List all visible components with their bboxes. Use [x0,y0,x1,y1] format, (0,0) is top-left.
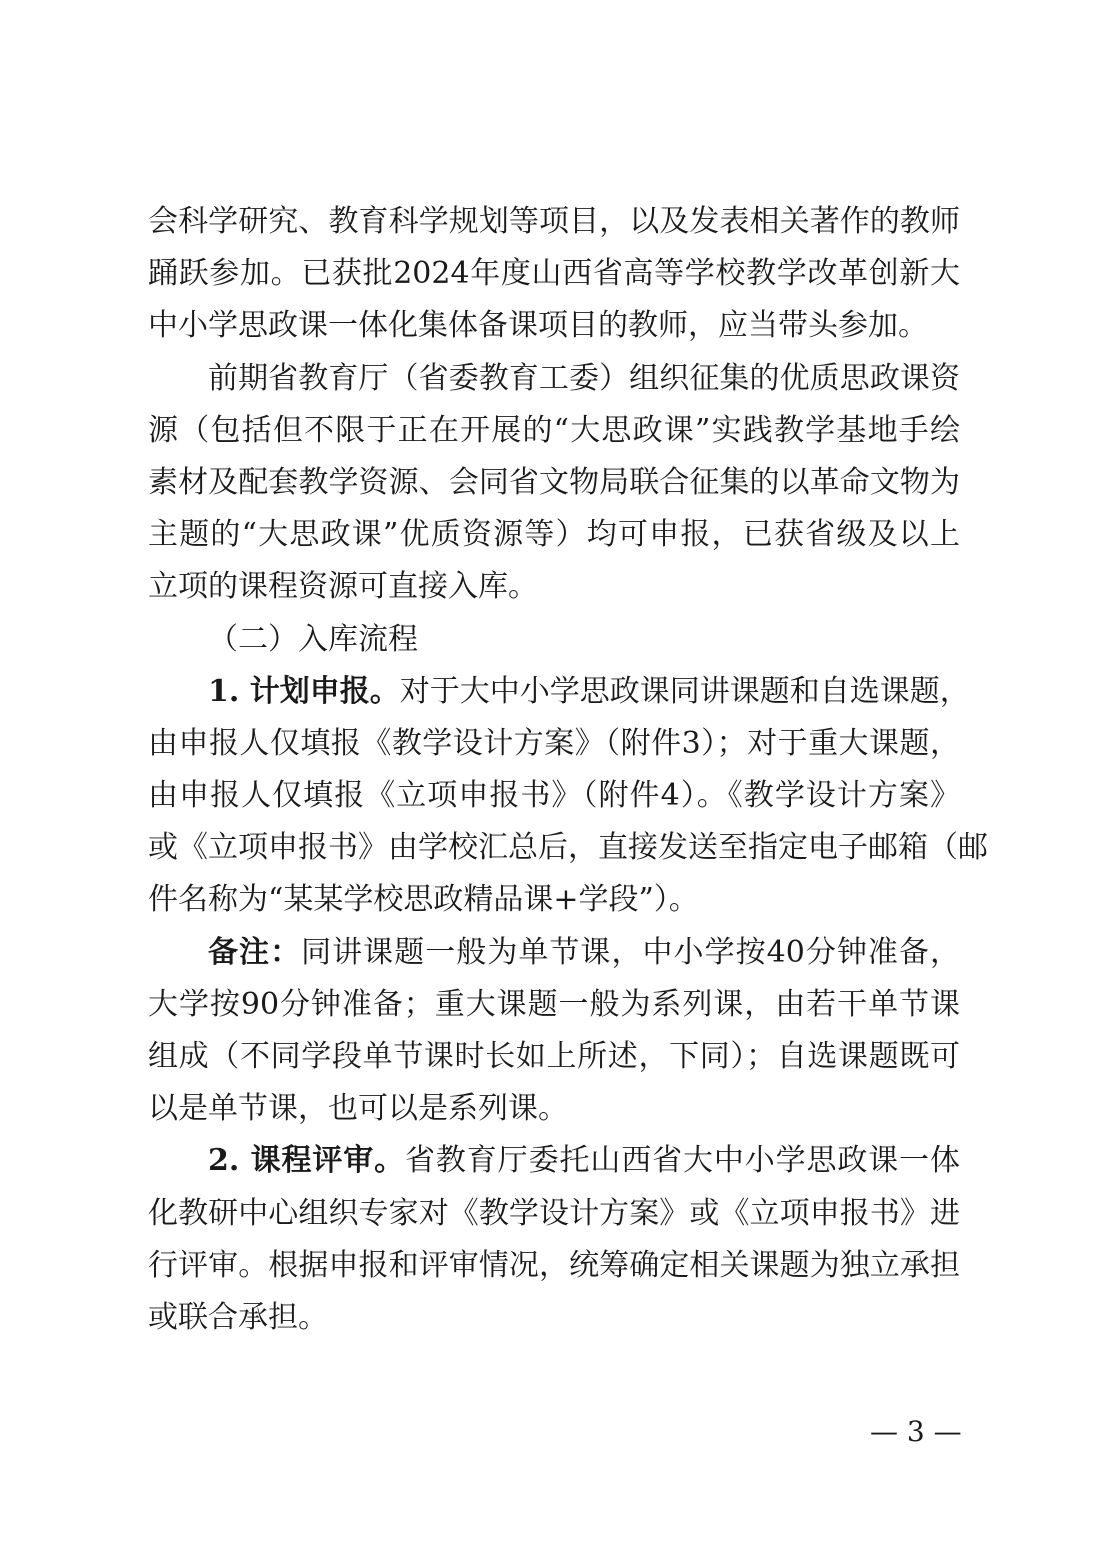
text-line: 件名称为“某某学校思政精品课+学段”）。 [148,882,699,918]
document-body [148,196,988,1344]
paragraph-plan-application [148,666,988,927]
text-line: 组成（不同学段单节课时长如上所述，下同）；自选课题既可 [148,1039,960,1074]
text-line: 源（包括但不限于正在开展的“大思政课”实践教学基地手绘 [148,412,960,448]
text-line: 会科学研究、教育科学规划等项目，以及发表相关著作的教师 [148,204,960,239]
text-line: 素材及配套教学资源、会同省文物局联合征集的以革命文物为 [148,464,960,500]
item-lead: 1. 计划申报。 [208,673,400,709]
note-lead: 备注： [208,934,302,970]
text-line [148,666,970,718]
paragraph-course-review [148,1135,960,1344]
text-line: 化教研中心组织专家对《教学设计方案》或《立项申报书》进 [148,1195,960,1231]
paragraph-resources [148,353,960,614]
text-line [148,1135,960,1187]
item-lead: 2. 课程评审。 [208,1143,406,1179]
text-line: 行评审。根据申报和评审情况，统筹确定相关课题为独立承担 [148,1247,960,1283]
note-text: 同讲课题一般为单节课，中小学按40分钟准备， [301,934,960,970]
item-text: 对于大中小学思政课同讲课题和自选课题， [399,673,970,709]
paragraph-eligibility [148,196,960,353]
text-line: 主题的“大思政课”优质资源等）均可申报，已获省级及以上 [148,517,960,553]
text-line: 立项的课程资源可直接入库。 [148,569,538,605]
text-line: 大学按90分钟准备；重大课题一般为系列课，由若干单节课 [148,986,960,1022]
section-heading-text: （二）入库流程 [208,621,418,657]
text-line: 由申报人仅填报《教学设计方案》（附件3）；对于重大课题， [148,725,960,761]
text-line: 以是单节课，也可以是系列课。 [148,1091,568,1127]
text-line: 由申报人仅填报《立项申报书》（附件4）。《教学设计方案》 [148,778,960,814]
item-text: 省教育厅委托山西省大中小学思政课一体 [405,1143,961,1179]
text-line: 或联合承担。 [148,1299,328,1335]
text-line [148,927,960,979]
text-line: 踊跃参加。已获批2024年度山西省高等学校教学改革创新大 [148,256,960,292]
text-line: 中小学思政课一体化集体备课项目的教师，应当带头参加。 [148,308,928,344]
text-line: 或《立项申报书》由学校汇总后，直接发送至指定电子邮箱（邮 [148,830,988,866]
section-heading [148,614,960,666]
page-number: — 3 — [870,1415,962,1448]
paragraph-note [148,927,960,1136]
text-line: 前期省教育厅（省委教育工委）组织征集的优质思政课资 [208,360,960,396]
